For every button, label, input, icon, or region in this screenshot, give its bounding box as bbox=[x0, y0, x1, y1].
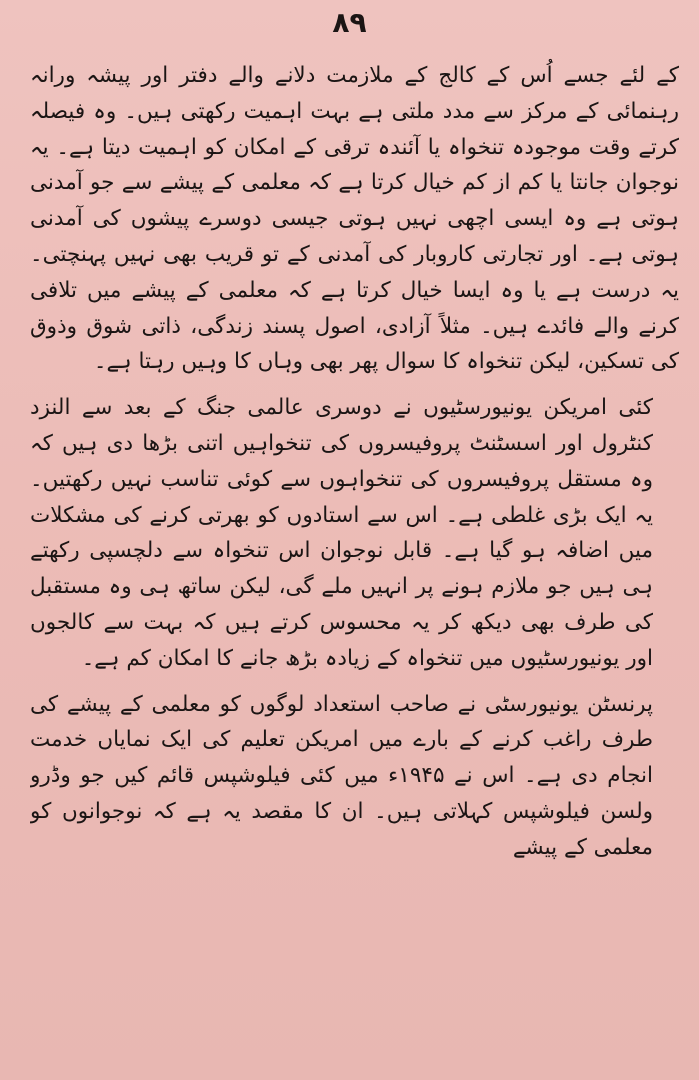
paragraph-1: کے لئے جسے اُس کے کالج کے ملازمت دلانے والے دفتر اور پیشہ ورانہ رہنمائی کے مرکز سے مدد ملتی ہے بہت اہمیت رکھتی ہیں۔ وہ فیصلہ کرتے وقت موجودہ تنخواہ یا آئندہ ترقی کے امکان کو اہمیت دیتا ہے۔ یہ نوجوان جانتا یا کم از کم خیال کرتا ہے کہ معلمی کے پیشے سے جو آمدنی ہوتی ہے وہ ایسی اچھی نہیں ہوتی جیسی دوسرے پیشوں کی آمدنی ہوتی ہے۔ اور تجارتی کاروبار کی آمدنی کے تو قریب بھی نہیں پہنچتی۔ یہ درست ہے یا وہ ایسا خیال کرتا ہے کہ معلمی کے پیشے میں تلافی کرنے والے فائدے ہیں۔ مثلاً آزادی، اصول پسند زندگی، ذاتی شوق وذوق کی تسکین، لیکن تنخواہ کا سوال پھر بھی وہاں کا وہیں رہتا ہے۔ bbox=[30, 63, 679, 375]
page-number: ۸۹ bbox=[332, 6, 367, 39]
body-text bbox=[30, 58, 679, 1064]
paragraph-2: کئی امریکن یونیورسٹیوں نے دوسری عالمی جنگ کے بعد سے النزد کنٹرول اور اسسٹنٹ پروفیسروں کی تنخواہیں اتنی بڑھا دی ہیں کہ وہ مستقل پروفیسروں کی تنخواہوں سے کوئی تناسب نہیں رکھتیں۔ یہ ایک بڑی غلطی ہے۔ اس سے استادوں کو بھرتی کرنے کی مشکلات میں اضافہ ہو گیا ہے۔ قابل نوجوان اس تنخواہ سے دلچسپی رکھتے ہی ہیں جو ملازم ہونے پر انہیں ملے گی، لیکن ساتھ ہی وہ مستقبل کی طرف بھی دیکھ کر یہ محسوس کرتے ہیں کہ بہت سے کالجوں اور یونیورسٹیوں میں تنخواہ کے زیادہ بڑھ جانے کا امکان کم ہے۔ bbox=[30, 395, 653, 671]
paragraph-3: پرنسٹن یونیورسٹی نے صاحب استعداد لوگوں کو معلمی کے پیشے کی طرف راغب کرنے کے بارے میں امریکن تعلیم کی ایک نمایاں خدمت انجام دی ہے۔ اس نے ۱۹۴۵ء میں کئی فیلوشپس قائم کیں جو وڈرو ولسن فیلوشپس کہلاتی ہیں۔ ان کا مقصد یہ ہے کہ نوجوانوں کو معلمی کے پیشے bbox=[30, 691, 653, 860]
